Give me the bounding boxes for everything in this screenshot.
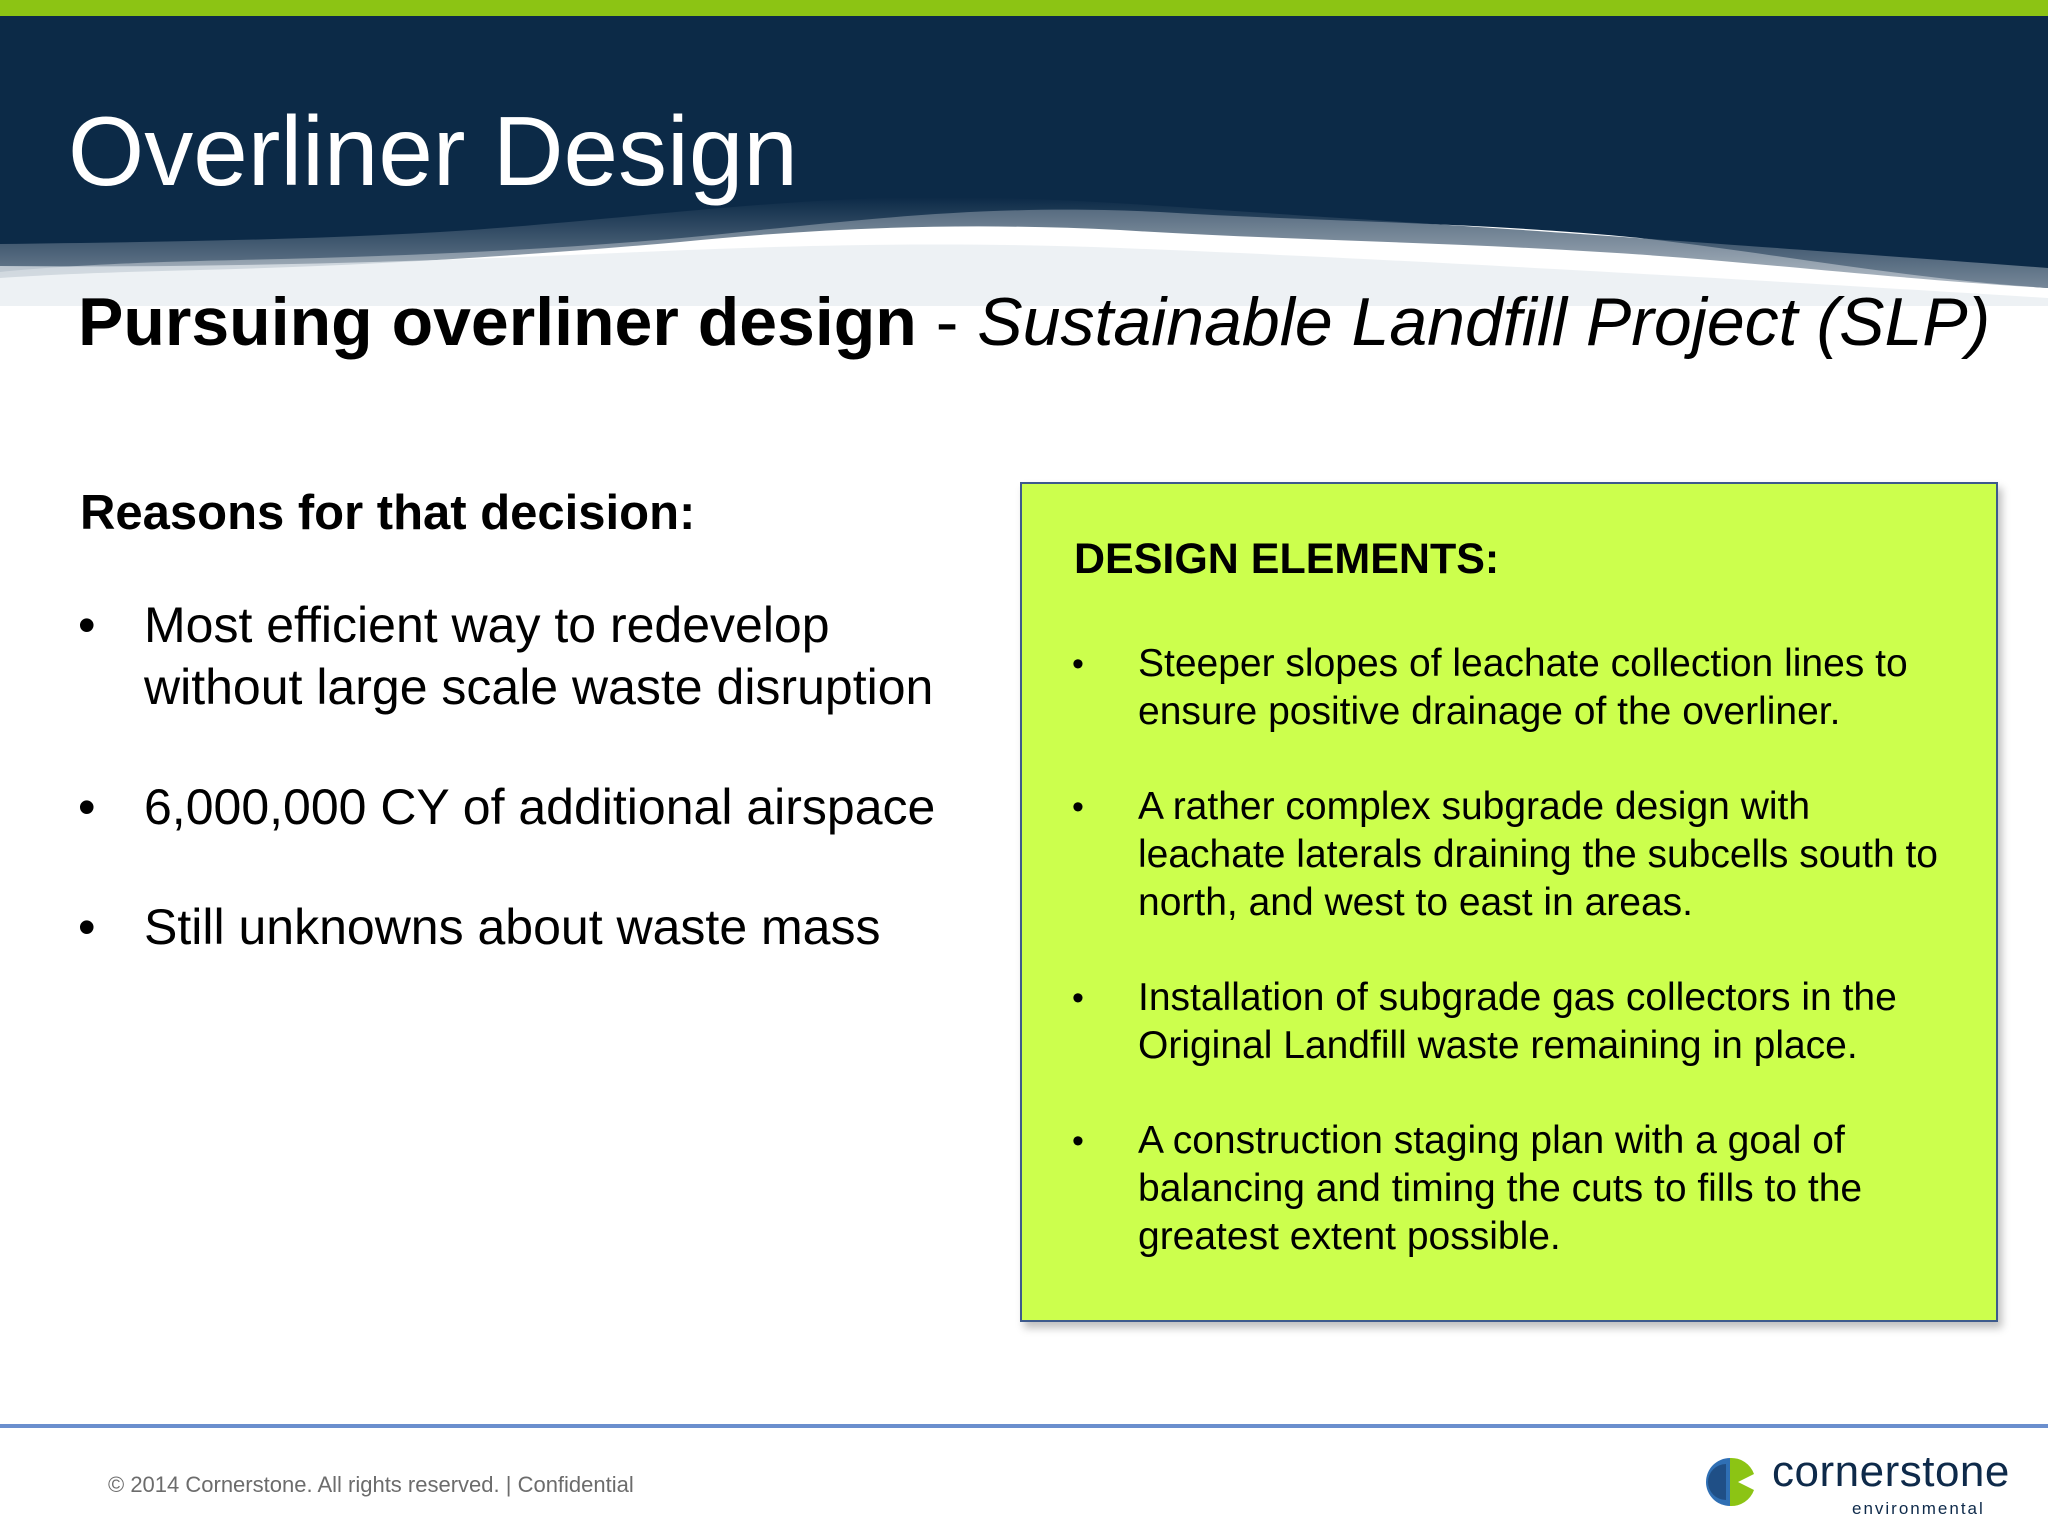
footer-divider — [0, 1424, 2048, 1428]
design-element-text: Steeper slopes of leachate collection lines to ensure positive drainage of the overliner. — [1138, 642, 1908, 733]
subtitle-italic: Sustainable Landfill Project (SLP) — [977, 284, 1991, 360]
subtitle-separator: - — [916, 284, 978, 360]
list-item — [78, 776, 978, 838]
reasons-heading: Reasons for that decision: — [80, 486, 696, 540]
list-item — [1072, 783, 1952, 927]
design-element-text: A construction staging plan with a goal of balancing and timing the cuts to fills to the greatest extent possible. — [1138, 1119, 1863, 1258]
subtitle-bold: Pursuing overliner design — [78, 284, 917, 360]
bullet-icon: • — [78, 597, 96, 653]
design-elements-box — [1020, 482, 1998, 1322]
bullet-icon: • — [1072, 788, 1084, 826]
reasons-list — [78, 594, 978, 1016]
design-element-text: A rather complex subgrade design with leachate laterals draining the subcells south to north, and west to east in areas. — [1138, 785, 1938, 924]
copyright-notice: © 2014 Cornerstone. All rights reserved. | Confidential — [108, 1472, 634, 1497]
list-item — [1072, 974, 1952, 1070]
cornerstone-logo — [1700, 1447, 2020, 1520]
design-elements-list — [1072, 640, 1952, 1308]
logo-wordmark: cornerstone — [1772, 1447, 2010, 1496]
top-accent-bar — [0, 0, 2048, 16]
list-item — [78, 896, 978, 958]
bullet-icon: • — [78, 779, 96, 835]
bullet-icon: • — [1072, 979, 1084, 1017]
bullet-icon: • — [1072, 645, 1084, 683]
reason-text: Most efficient way to redevelop without large scale waste disruption — [144, 597, 934, 715]
bullet-icon: • — [1072, 1122, 1084, 1160]
logo-tagline: environmental — [1852, 1499, 1985, 1518]
list-item — [1072, 640, 1952, 736]
slide-subtitle — [78, 282, 1990, 364]
list-item — [1072, 1117, 1952, 1261]
list-item — [78, 594, 978, 718]
bullet-icon: • — [78, 899, 96, 955]
logo-mark-icon — [1700, 1454, 1764, 1510]
reason-text: Still unknowns about waste mass — [144, 899, 881, 955]
slide-title: Overliner Design — [68, 96, 798, 206]
reason-text: 6,000,000 CY of additional airspace — [144, 779, 936, 835]
design-elements-heading: DESIGN ELEMENTS: — [1074, 535, 1500, 583]
design-element-text: Installation of subgrade gas collectors in the Original Landfill waste remaining in place. — [1138, 976, 1897, 1067]
